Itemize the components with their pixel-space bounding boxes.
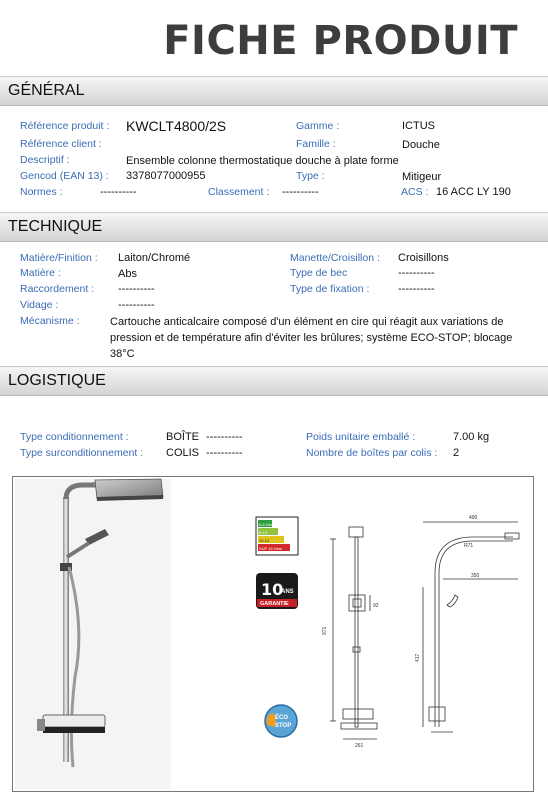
- matiere-value: Abs: [118, 268, 137, 280]
- type-surcond-label: Type surconditionnement :: [20, 447, 144, 459]
- section-header-technique: [0, 212, 548, 242]
- section-title-technique: TECHNIQUE: [8, 218, 103, 235]
- guarantee-number: 10: [261, 580, 284, 599]
- ref-client-label: Référence client :: [20, 138, 102, 150]
- energy-row-1: 6-8 l/min: [259, 522, 275, 527]
- normes-value: ----------: [100, 186, 137, 198]
- type-fixation-value: ----------: [398, 283, 435, 295]
- poids-value: 7.00 kg: [453, 431, 490, 443]
- gamme-label: Gamme :: [296, 120, 340, 132]
- guarantee-badge: [256, 573, 298, 609]
- product-drawings: [13, 477, 533, 791]
- eco-stop-top: ÉCO: [275, 715, 289, 721]
- eco-stop-badge: [265, 705, 297, 737]
- gencod-value: 3378077000955: [126, 170, 206, 182]
- front-technical-drawing: [330, 527, 377, 739]
- guarantee-unit: ANS: [281, 589, 294, 595]
- type-cond-dash: ----------: [206, 431, 243, 443]
- poids-label: Poids unitaire emballé :: [306, 431, 416, 443]
- type-cond-value: BOÎTE: [166, 431, 200, 443]
- vidage-value: ----------: [118, 299, 155, 311]
- vidage-label: Vidage :: [20, 299, 59, 311]
- side-height-dim: 417: [415, 653, 421, 662]
- energy-class-badge: [256, 517, 298, 555]
- type-surcond-value: COLIS: [166, 447, 200, 459]
- shower-photo: [15, 479, 171, 789]
- front-height-dim: 971: [322, 626, 328, 635]
- acs-label: ACS :: [401, 186, 429, 198]
- descriptif-label: Descriptif :: [20, 154, 70, 166]
- side-top-dim: 490: [469, 515, 478, 521]
- side-arc-dim: R71: [464, 543, 474, 549]
- side-technical-drawing: [423, 522, 519, 732]
- gencod-label: Gencod (EAN 13) :: [20, 170, 109, 182]
- product-illustration-area: [12, 476, 534, 792]
- side-width-dim: 350: [471, 573, 480, 579]
- classement-label: Classement :: [208, 186, 270, 198]
- section-title-general: GÉNÉRAL: [8, 82, 85, 99]
- guarantee-text: GARANTIE: [260, 601, 289, 607]
- matiere-finition-value: Laiton/Chromé: [118, 252, 191, 264]
- normes-label: Normes :: [20, 186, 63, 198]
- page-title: FICHE PRODUIT: [163, 18, 518, 64]
- matiere-finition-label: Matière/Finition :: [20, 252, 98, 264]
- energy-row-2: 8-10: [259, 530, 268, 535]
- descriptif-value: Ensemble colonne thermostatique douche à plate forme: [126, 155, 399, 167]
- section-header-logistique: [0, 366, 548, 396]
- type-fixation-label: Type de fixation :: [290, 283, 370, 295]
- front-bottom-dim: 261: [355, 743, 364, 749]
- type-bec-value: ----------: [398, 267, 435, 279]
- manette-label: Manette/Croisillon :: [290, 252, 380, 264]
- nb-boites-value: 2: [453, 447, 460, 459]
- mecanisme-value: Cartouche anticalcaire composé d'un élément en cire qui réagit aux variations de pression et de température afin d'éviter les brûlures; système ECO-STOP; blocage 38°C: [110, 316, 513, 360]
- eco-stop-bottom: STOP: [275, 723, 292, 729]
- section-title-logistique: LOGISTIQUE: [8, 372, 106, 389]
- energy-row-4: SUP 16 l/min: [259, 546, 283, 551]
- gamme-value: ICTUS: [402, 120, 435, 132]
- raccordement-value: ----------: [118, 283, 155, 295]
- famille-value: Douche: [402, 139, 440, 151]
- ref-produit-value: KWCLT4800/2S: [126, 118, 227, 134]
- matiere-label: Matière :: [20, 267, 61, 279]
- energy-row-3: 10-12: [259, 538, 270, 543]
- type-cond-label: Type conditionnement :: [20, 431, 129, 443]
- acs-value: 16 ACC LY 190: [436, 186, 511, 198]
- raccordement-label: Raccordement :: [20, 283, 95, 295]
- front-box-dim: 92: [373, 603, 379, 609]
- ref-produit-label: Référence produit :: [20, 120, 110, 132]
- nb-boites-label: Nombre de boîtes par colis :: [306, 447, 438, 459]
- classement-value: ----------: [282, 186, 319, 198]
- mecanisme-label: Mécanisme :: [20, 315, 80, 327]
- type-value: Mitigeur: [402, 171, 442, 183]
- type-label: Type :: [296, 170, 325, 182]
- famille-label: Famille :: [296, 138, 336, 150]
- section-header-general: [0, 76, 548, 106]
- type-bec-label: Type de bec: [290, 267, 348, 279]
- type-surcond-dash: ----------: [206, 447, 243, 459]
- manette-value: Croisillons: [398, 252, 449, 264]
